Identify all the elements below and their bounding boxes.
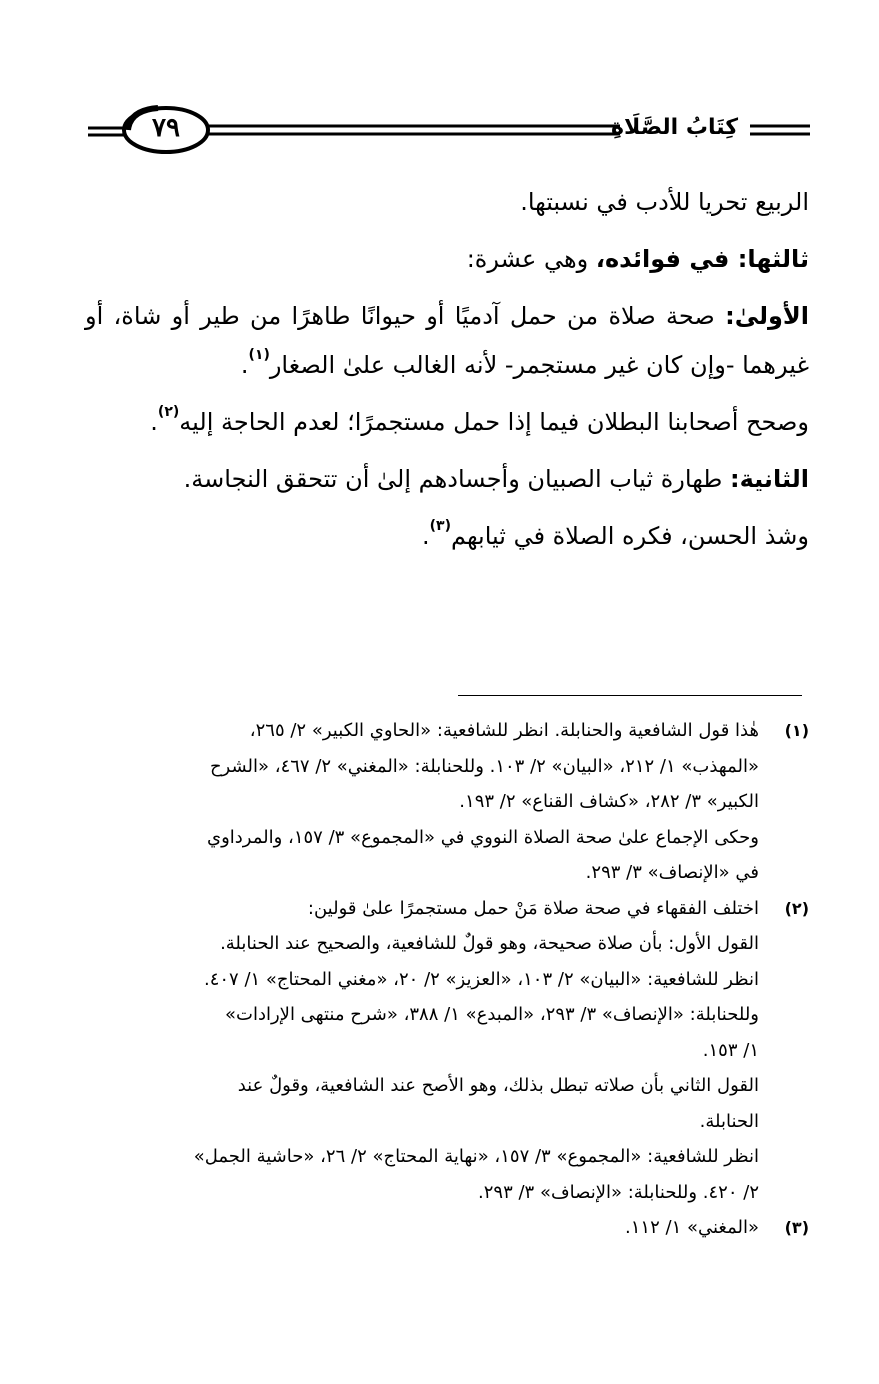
footnote-line: ١/ ١٥٣. (702, 1039, 759, 1061)
footnote-1 (69, 713, 809, 891)
paragraph-2 (85, 235, 809, 284)
section-heading-third: ثالثها: في فوائده، (595, 245, 809, 273)
footnote-line: في «الإنصاف» ٣/ ٢٩٣. (585, 862, 759, 883)
footnote-line: اختلف الفقهاء في صحة صلاة مَنْ حمل مستجمرًا علىٰ قولين: (307, 897, 759, 919)
footnote-2 (69, 891, 809, 1211)
paragraph-6 (85, 512, 809, 561)
footnote-number: (٣) (784, 1218, 809, 1237)
footnote-line: القول الثاني بأن صلاته تبطل بذلك، وهو الأصح عند الشافعية، وقولٌ عند (237, 1075, 759, 1096)
footnote-line: ٢/ ٤٢٠. وللحنابلة: «الإنصاف» ٣/ ٢٩٣. (478, 1181, 759, 1203)
footnote-line: انظر للشافعية: «المجموع» ٣/ ١٥٧، «نهاية المحتاج» ٢/ ٢٦، «حاشية الجمل» (193, 1146, 759, 1167)
paragraph-3-text: صحة صلاة من حمل آدميًا أو حيوانًا طاهرًا من طير أو شاة، أو غيرهما -وإن كان غير مستجمر- لأنه الغالب علىٰ الصغار (85, 302, 809, 379)
footnote-3 (69, 1210, 809, 1246)
footnote-ref-2[interactable]: (٢) (157, 404, 180, 420)
book-title: كِتَابُ الصَّلَاةِ (611, 115, 738, 140)
paragraph-6-end: . (422, 522, 430, 550)
footnotes (69, 713, 809, 1246)
footnote-line: وحكى الإجماع علىٰ صحة الصلاة النووي في «المجموع» ٣/ ١٥٧، والمرداوي (206, 826, 759, 848)
footnote-line: «المغني» ١/ ١١٢. (625, 1217, 759, 1238)
paragraph-1 (85, 178, 809, 227)
paragraph-6-text: وشذ الحسن، فكره الصلاة في ثيابهم (451, 522, 809, 550)
paragraph-4-end: . (150, 408, 158, 436)
footnote-ref-1[interactable]: (١) (248, 347, 270, 363)
paragraph-5-text: طهارة ثياب الصبيان وأجسادهم إلىٰ أن تتحقق النجاسة. (183, 465, 730, 493)
paragraph-3-end: . (240, 351, 249, 379)
footnote-line: «المهذب» ١/ ٢١٢، «البيان» ٢/ ١٠٣. وللحنابلة: «المغني» ٢/ ٤٦٧، «الشرح (209, 755, 759, 777)
page-header (88, 100, 810, 160)
point-label-first: الأولىٰ: (725, 302, 809, 330)
footnote-number: (٢) (784, 898, 809, 918)
footnote-line: هٰذا قول الشافعية والحنابلة. انظر للشافعية: «الحاوي الكبير» ٢/ ٢٦٥، (249, 720, 759, 741)
main-text (85, 178, 809, 569)
paragraph-5 (85, 455, 809, 504)
paragraph-1-text: الربيع تحريا للأدب في نسبتها. (520, 188, 809, 216)
page-number: ٧٩ (152, 113, 180, 143)
point-label-second: الثانية: (729, 465, 809, 493)
footnote-line: انظر للشافعية: «البيان» ٢/ ١٠٣، «العزيز» ٢/ ٢٠، «مغني المحتاج» ١/ ٤٠٧. (203, 968, 759, 990)
footnote-ref-3[interactable]: (٣) (429, 518, 451, 534)
footnote-line: الحنابلة. (699, 1110, 759, 1132)
paragraph-3 (85, 292, 809, 390)
footnote-line: وللحنابلة: «الإنصاف» ٣/ ٢٩٣، «المبدع» ١/ ٣٨٨، «شرح منتهى الإرادات» (225, 1004, 759, 1025)
paragraph-4 (85, 398, 809, 447)
paragraph-4-text: وصحح أصحابنا البطلان فيما إذا حمل مستجمرًا؛ لعدم الحاجة إليه (179, 408, 809, 436)
footnote-line: القول الأول: بأن صلاة صحيحة، وهو قولٌ للشافعية، والصحيح عند الحنابلة. (220, 933, 759, 954)
footnote-number: (١) (784, 721, 809, 740)
paragraph-2-text: وهي عشرة: (466, 245, 596, 273)
footnote-line: الكبير» ٣/ ٢٨٢، «كشاف القناع» ٢/ ١٩٣. (459, 791, 759, 812)
footnote-separator (458, 695, 802, 696)
